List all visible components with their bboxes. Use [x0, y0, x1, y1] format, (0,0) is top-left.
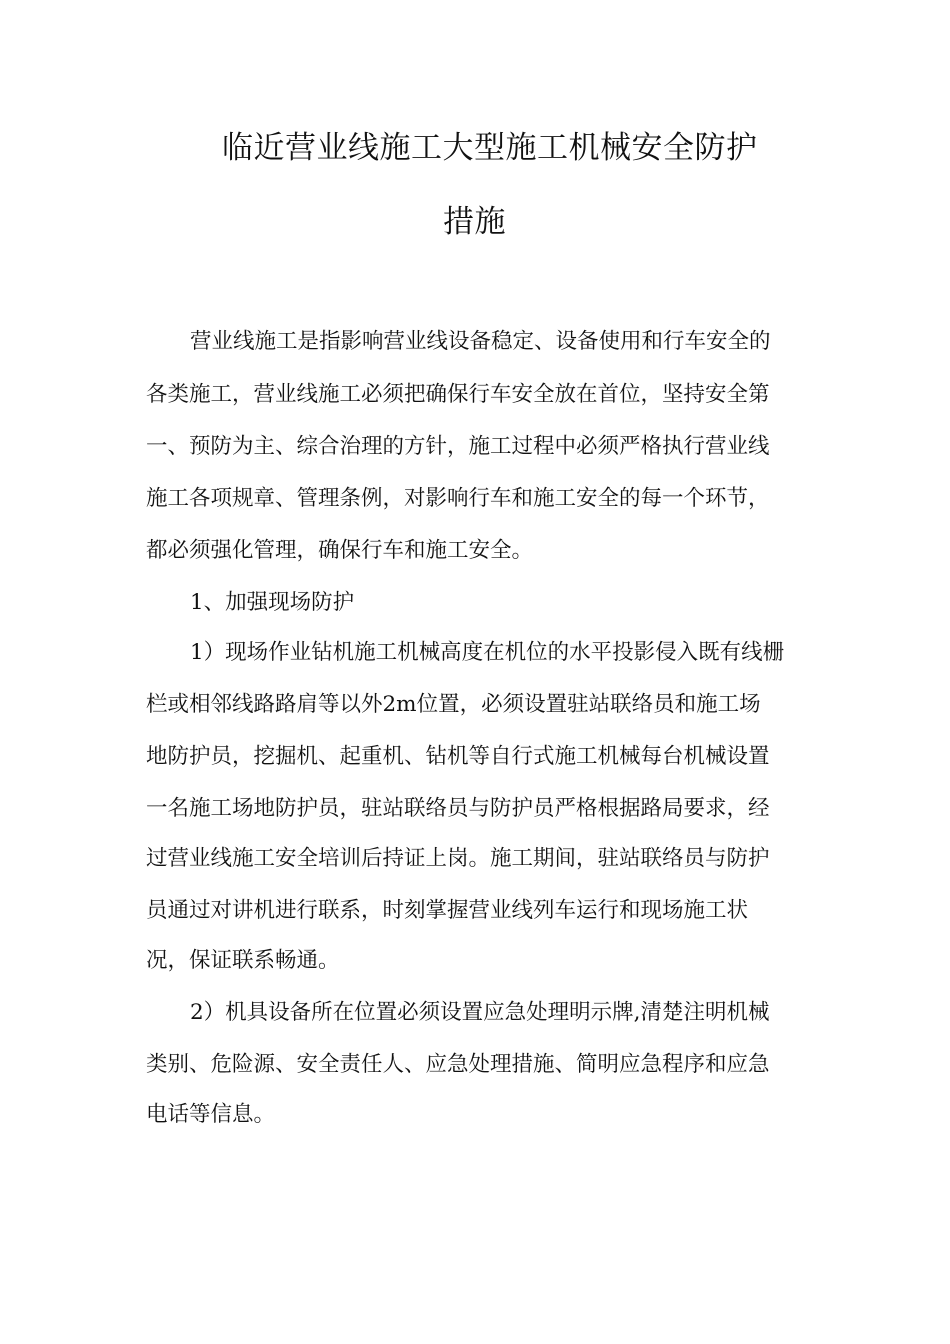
paragraph-line: 营业线施工是指影响营业线设备稳定、设备使用和行车安全的 [190, 329, 771, 354]
paragraph-line: 一名施工场地防护员，驻站联络员与防护员严格根据路局要求，经 [146, 796, 770, 821]
paragraph-line: 都必须强化管理，确保行车和施工安全。 [146, 538, 534, 563]
paragraph-line: 况，保证联系畅通。 [146, 948, 340, 973]
document-title-line-1: 临近营业线施工大型施工机械安全防护 [222, 130, 758, 166]
document-title-line-2: 措施 [443, 204, 506, 240]
paragraph-line: 一、预防为主、综合治理的方针，施工过程中必须严格执行营业线 [146, 434, 770, 459]
paragraph-line: 2）机具设备所在位置必须设置应急处理明示牌,清楚注明机械 [190, 1000, 770, 1025]
paragraph-line: 类别、危险源、安全责任人、应急处理措施、简明应急程序和应急 [146, 1052, 770, 1077]
section-heading: 1、加强现场防护 [190, 590, 355, 615]
paragraph-line: 员通过对讲机进行联系，时刻掌握营业线列车运行和现场施工状 [146, 898, 749, 923]
paragraph-line: 电话等信息。 [146, 1102, 276, 1127]
paragraph-line: 栏或相邻线路路肩等以外2m位置，必须设置驻站联络员和施工场 [146, 692, 761, 717]
paragraph-line: 施工各项规章、管理条例，对影响行车和施工安全的每一个环节， [146, 486, 770, 511]
paragraph-line: 1）现场作业钻机施工机械高度在机位的水平投影侵入既有线栅 [190, 640, 785, 665]
paragraph-line: 地防护员，挖掘机、起重机、钻机等自行式施工机械每台机械设置 [146, 744, 770, 769]
paragraph-line: 各类施工，营业线施工必须把确保行车安全放在首位，坚持安全第 [146, 382, 770, 407]
paragraph-line: 过营业线施工安全培训后持证上岗。施工期间，驻站联络员与防护 [146, 846, 770, 871]
